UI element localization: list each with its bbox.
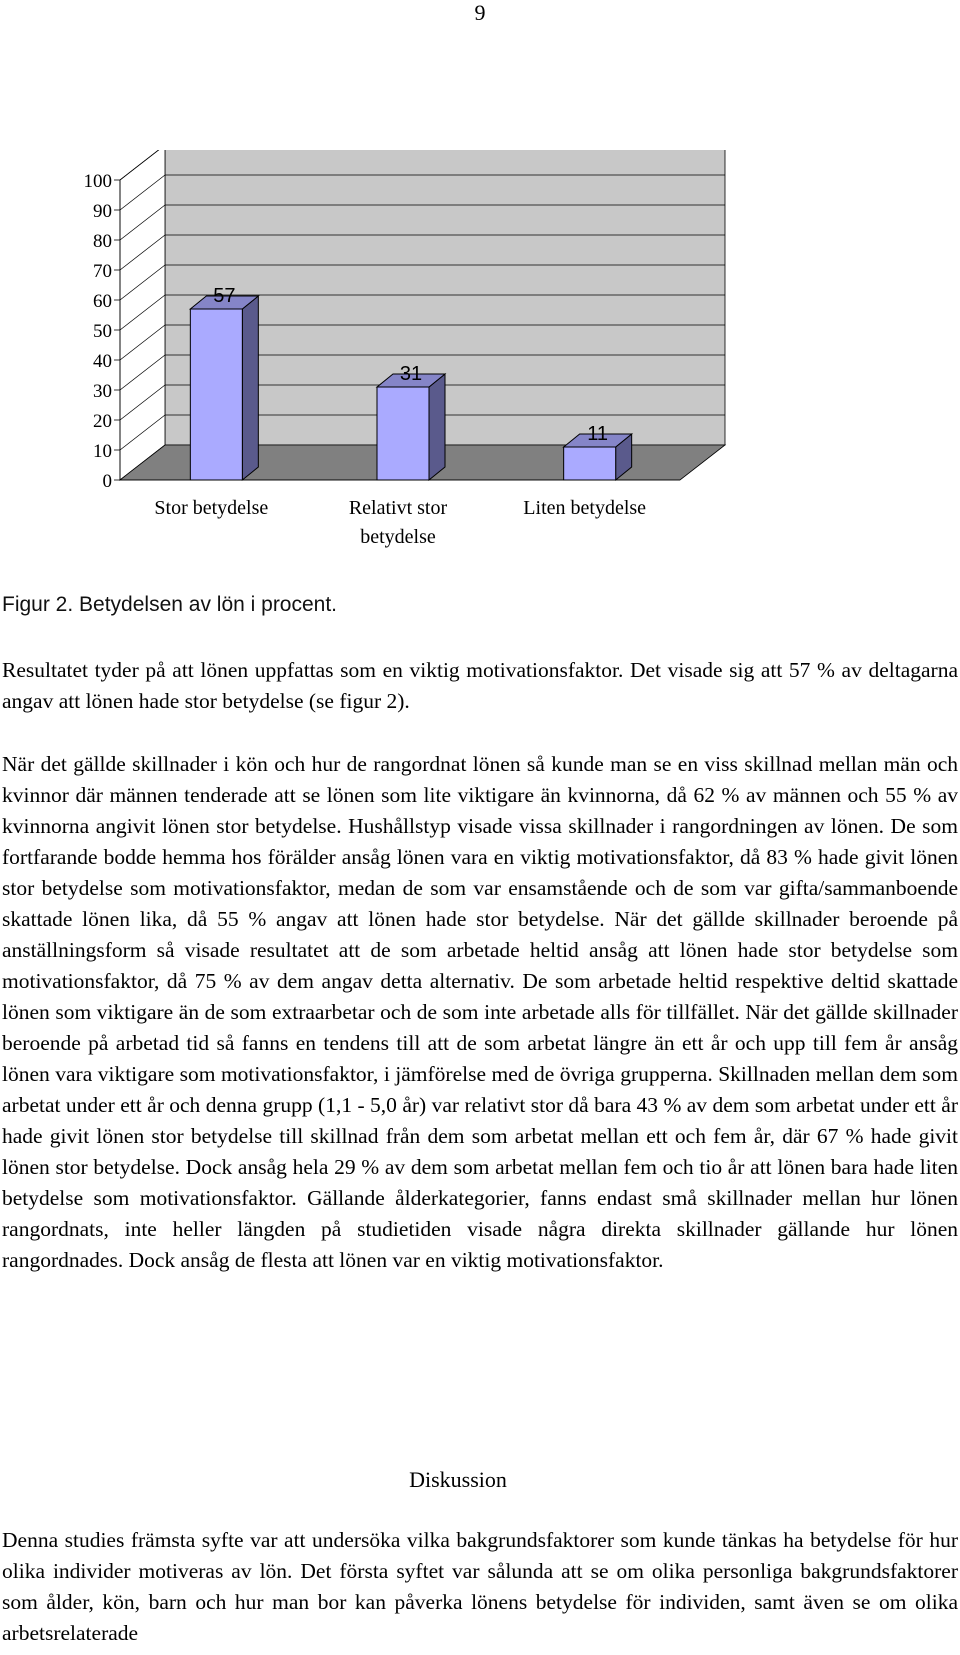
y-tick-label: 90 bbox=[93, 201, 112, 222]
paragraph-results-intro: Resultatet tyder på att lönen uppfattas som en viktig motivationsfaktor. Det visade sig att 57 % av deltagarna angav att lönen hade stor betydelse (se figur 2). bbox=[2, 658, 958, 713]
y-tick-label: 20 bbox=[93, 411, 112, 432]
bar-data-label: 11 bbox=[587, 423, 609, 445]
paragraph-discussion: Denna studies främsta syfte var att undersöka vilka bakgrundsfaktorer som kunde tänkas ha betydelse för hur olika individer motiveras av lön. Det första syftet var sålunda att se om olika personliga bakgrundsfaktorer som ålder, kön, barn och hur man bor kan påverka lönens betydelse för individen, samt även se om olika arbetsrelaterade bbox=[2, 1528, 958, 1645]
bar bbox=[564, 447, 616, 480]
y-tick-label: 70 bbox=[93, 261, 112, 282]
bar bbox=[377, 387, 429, 480]
paragraph-results-details: När det gällde skillnader i kön och hur de rangordnat lönen så kunde man se en viss skillnad mellan män och kvinnor där männen tenderade att se lönen som lite viktigare än kvinnorna, då 62 % av männen och 55 % av kvinnorna angivit lönen stor betydelse. Hushållstyp visade vissa skillnader i rangordningen av lönen. De som fortfarande bodde hemma hos förälder ansåg lönen vara en viktig motivationsfaktor, då 83 % hade givit lönen stor betydelse som motivationsfaktor, medan de som var ensamstående och de som var gifta/sammanboende skattade lönen lika, då 55 % angav att lönen hade stor betydelse. När det gällde skillnader beroende på anställningsform så visade resultatet att de som arbetade heltid ansåg att lönen hade stor betydelse som motivationsfaktor, då 75 % av dem angav detta alternativ. De som arbetade heltid respektive deltid skattade lönen som viktigare än de som extraarbetar och de som inte arbetade alls för tillfället. När det gällde skillnader beroende på arbetad tid så fanns en tendens till att de som arbetat längre än ett år och upp till fem år ansåg lönen vara viktigare som motivationsfaktor, i jämförelse med de övriga grupperna. Skillnaden mellan dem som arbetat under ett år och denna grupp (1,1 - 5,0 år) var relativt stor då bara 43 % av dem som arbetat under ett år hade givit lönen stor betydelse till skillnad från dem som arbetat mellan ett och fem år, där 67 % hade givit lönen stor betydelse. Dock ansåg hela 29 % av dem som arbetat mellan fem och tio år att lönen bara hade liten betydelse som motivationsfaktor. Gällande ålderkategorier, fanns endast små skillnader mellan hur lönen rangordnats, inte heller längden på studietiden visade några direkta skillnader gällande hur lönen rangordnades. Dock ansåg de flesta att lönen var en viktig motivationsfaktor. bbox=[2, 752, 958, 1272]
y-tick-label: 60 bbox=[93, 291, 112, 312]
figure-caption: Figur 2. Betydelsen av lön i procent. bbox=[2, 593, 338, 616]
y-tick-label: 80 bbox=[93, 231, 112, 252]
bar-side bbox=[429, 374, 445, 480]
y-tick-label: 40 bbox=[93, 351, 112, 372]
bar-chart-3d bbox=[0, 150, 760, 560]
x-category-label: Stor betydelse bbox=[154, 497, 269, 519]
y-tick-label: 0 bbox=[102, 471, 112, 492]
y-tick-label: 30 bbox=[93, 381, 112, 402]
chart-side-wall bbox=[120, 150, 165, 480]
x-axis-labels bbox=[154, 497, 646, 548]
x-category-label: Liten betydelse bbox=[523, 497, 647, 519]
bar-data-label: 31 bbox=[399, 363, 423, 385]
y-tick-label: 10 bbox=[93, 441, 112, 462]
bar-side bbox=[242, 296, 258, 480]
y-tick-label: 50 bbox=[93, 321, 112, 342]
bar-data-label: 57 bbox=[213, 285, 236, 307]
page-number: 9 bbox=[474, 0, 486, 25]
bar bbox=[190, 309, 242, 480]
x-category-label: betydelse bbox=[360, 526, 436, 548]
y-tick-label: 100 bbox=[83, 171, 112, 192]
section-heading-diskussion: Diskussion bbox=[409, 1467, 507, 1492]
x-category-label: Relativt stor bbox=[348, 497, 448, 519]
